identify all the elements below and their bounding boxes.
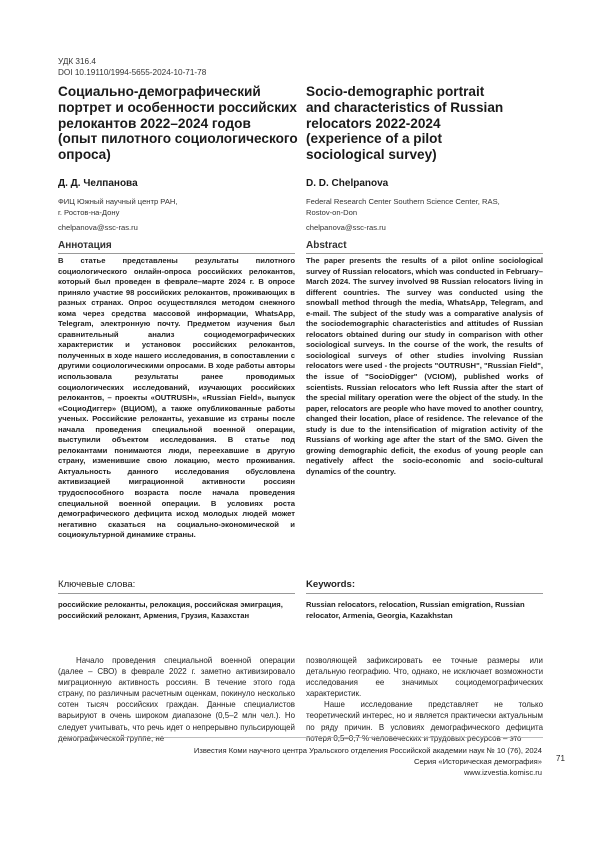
email-ru[interactable]: chelpanova@ssc-ras.ru xyxy=(58,223,138,232)
title-en-line: relocators 2022-2024 xyxy=(306,116,556,132)
affiliation-line: г. Ростов-на-Дону xyxy=(58,208,178,219)
abstract-heading-ru: Аннотация xyxy=(58,240,112,251)
journal-website[interactable]: www.izvestia.komisc.ru xyxy=(82,767,542,778)
affiliation-line: Rostov-on-Don xyxy=(306,208,500,219)
affiliation-line: ФИЦ Южный научный центр РАН, xyxy=(58,197,178,208)
journal-series: Серия «Историческая демография» xyxy=(82,756,542,767)
body-column-right xyxy=(306,655,543,744)
divider xyxy=(58,593,295,594)
page-number: 71 xyxy=(556,754,565,763)
keywords-en: Russian relocators, relocation, Russian emigration, Russian relocator, Armenia, Georgia, Kazakhstan xyxy=(306,600,543,621)
abstract-en: The paper presents the results of a pilot online sociological survey of Russian relocators, which was conducted in February–March 2024. The survey involved 98 Russian relocators living in different countries. The survey was conducted using the snowball method through the media, WhatsApp, Telegram, and e-mail. The subject of the study was a comparative analysis of the sociodemographic characteristics and attitudes of Russian relocators obtained during our study in comparison with other sociological surveys. In the course of the work, the results of sociological surveys of other studies involving Russian relocators were used - the projects "OUTRUSH", "Russian Field", the issue of "SocioDigger" (VCIOM), published works of scientists. Russian relocators who left Russia after the start of the special military operation were the object of the study. In the paper, relocators are people who have moved to another country, changed their location, place of residence. The relevance of the study is due to the intensification of migration activity of the Russians of working age after the start of the SMO. Given the growing demographic deficit, the exodus of young people can negatively affect the socio-economic and socio-cultural dynamics of the country. xyxy=(306,256,543,477)
title-en xyxy=(306,84,556,163)
abstract-ru: В статье представлены результаты пилотного социологического онлайн-опроса российских релокантов, который был проведен в феврале–марте 2024 г. В опросе приняло участие 98 российских релокантов, проживающих в разных странах. Опрос осуществлялся методом снежного кома через средства массовой информации, WhatsApp, Telegram, электронную почту. Предметом изучения был сравнительный анализ социодемографических характеристик и установок российских релокантов, полученных в ходе нашего исследования, в сопоставлении с другими социологическими опросами. В ходе работы авторы использовала результаты ранее проводимых социологических исследований, изучающих российских релокантов, – проекты «OUTRUSH», «Russian Field», выпуск «СоциоДиггер» (ВЦИОМ), а также опубликованные работы ученых. Российские релоканты, уехавшие из страны после начала проведения специальной военной операции, выступили объектом исследования. В статье под релокантами понимаются люди, переехавшие в другую страну, изменившие свою локацию, место проживания. Актуальность данного исследования обусловлена активизацией миграционной активности россиян трудоспособного возраста после начала проведения специальной военной операции. В условиях роста демографического дефицита исход молодых людей может негативно сказаться на социально-экономической и социокультурной динамике страны. xyxy=(58,256,295,541)
author-en: D. D. Chelpanova xyxy=(306,178,388,189)
body-paragraph: Начало проведения специальной военной операции (далее – СВО) в феврале 2022 г. заметно активизировало миграционную активность россиян. В течение этого года страну, по различным расчетным оценкам, покинуло несколько сотен тысяч российских граждан. Данные специалистов варьируют в очень широком диапазоне (0,5–2 млн чел.). Но следует учитывать, что речь идет о непрерывно пульсирующей демографической группе, не xyxy=(58,655,295,744)
affiliation-ru xyxy=(58,197,178,218)
title-ru xyxy=(58,84,308,163)
keywords-heading-ru: Ключевые слова: xyxy=(58,579,135,590)
keywords-heading-en: Keywords: xyxy=(306,579,355,590)
body-paragraph: позволяющей зафиксировать ее точные размеры или детальную географию. Что, однако, не исключает возможности исследования ее значимых социодемографических характеристик. xyxy=(306,655,543,699)
affiliation-line: Federal Research Center Southern Science Center, RAS, xyxy=(306,197,500,208)
divider xyxy=(306,253,543,254)
title-en-line: Socio-demographic portrait xyxy=(306,84,556,100)
doi: DOI 10.19110/1994-5655-2024-10-71-78 xyxy=(58,67,206,78)
body-column-left xyxy=(58,655,295,744)
footer xyxy=(82,745,542,778)
keywords-ru: российские релоканты, релокация, российская эмиграция, российский релокант, Армения, Грузия, Казахстан xyxy=(58,600,295,621)
email-en[interactable]: chelpanova@ssc-ras.ru xyxy=(306,223,386,232)
footer-divider xyxy=(58,737,543,738)
journal-citation: Известия Коми научного центра Уральского отделения Российской академии наук № 10 (76), 2024 xyxy=(82,745,542,756)
title-en-line: sociological survey) xyxy=(306,147,556,163)
title-en-line: and characteristics of Russian xyxy=(306,100,556,116)
udk-code: УДК 316.4 xyxy=(58,56,96,67)
title-ru-line: (опыт пилотного социологического xyxy=(58,131,308,147)
title-ru-line: релокантов 2022–2024 годов xyxy=(58,116,308,132)
title-ru-line: портрет и особенности российских xyxy=(58,100,308,116)
divider xyxy=(306,593,543,594)
body-paragraph: Наше исследование представляет не только теоретический интерес, но и является практически актуальным по ряду причин. В условиях демографического дефицита потеря 0,5–0,7 % человеческих и трудовых ресурсов – это xyxy=(306,699,543,743)
title-en-line: (experience of a pilot xyxy=(306,131,556,147)
abstract-heading-en: Abstract xyxy=(306,240,347,251)
affiliation-en xyxy=(306,197,500,218)
author-ru: Д. Д. Челпанова xyxy=(58,178,138,189)
divider xyxy=(58,253,295,254)
title-ru-line: Социально-демографический xyxy=(58,84,308,100)
title-ru-line: опроса) xyxy=(58,147,308,163)
